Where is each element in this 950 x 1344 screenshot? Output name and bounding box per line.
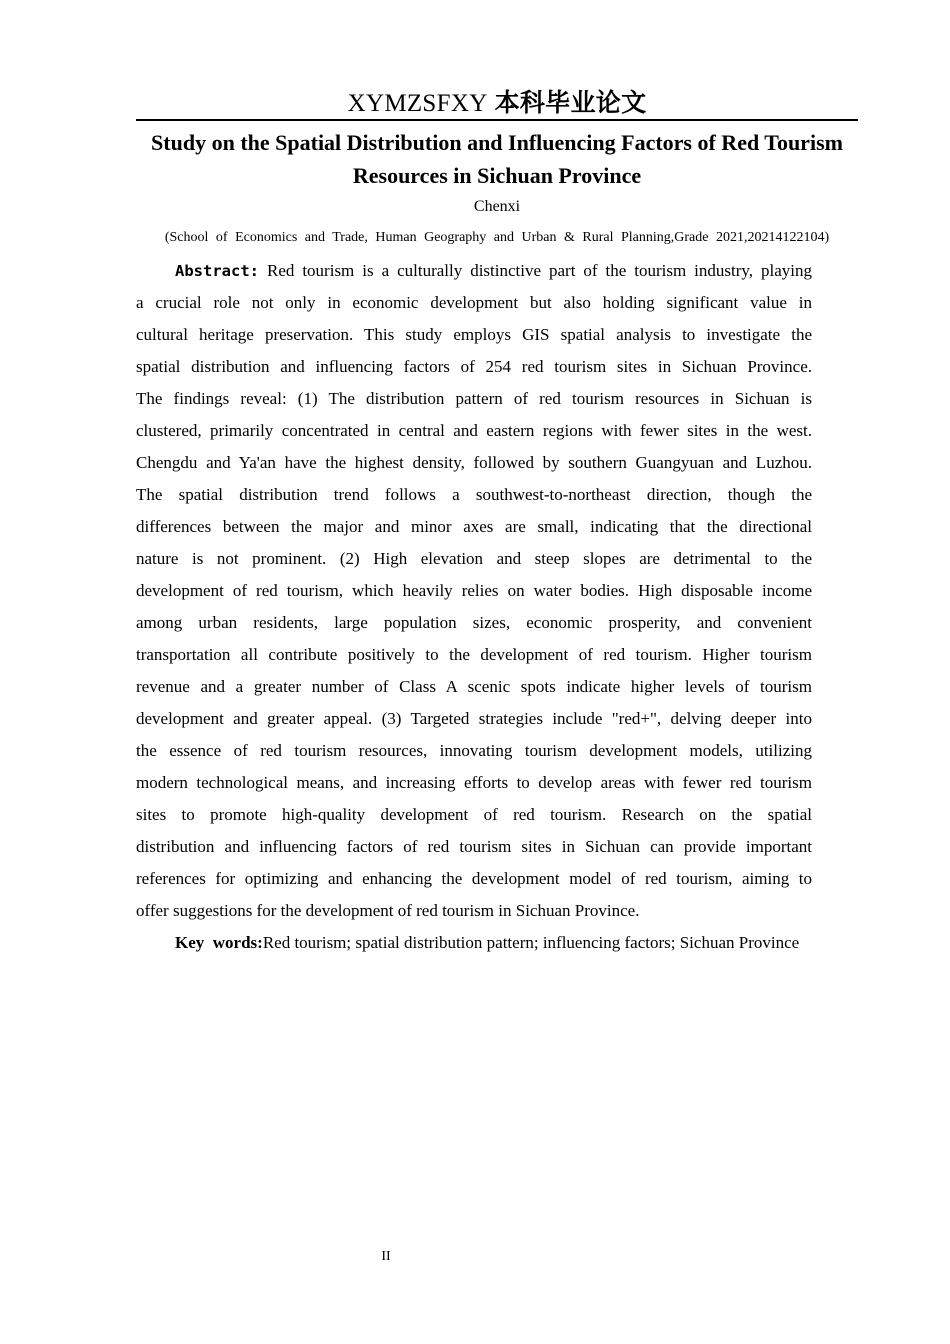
abstract-line: clustered, primarily concentrated in central and eastern regions with fewer sites in the west. — [136, 421, 812, 440]
abstract-line: transportation all contribute positively to the development of red tourism. Higher tourism — [136, 645, 812, 664]
header-rule — [136, 119, 858, 121]
paper-title-line1: Study on the Spatial Distribution and Influencing Factors of Red Tourism — [151, 130, 843, 155]
page-number: II — [381, 1249, 391, 1264]
affiliation-line: (School of Economics and Trade, Human Geography and Urban & Rural Planning,Grade 2021,20214122104) — [164, 230, 830, 245]
keywords-line — [136, 927, 812, 959]
abstract-label: Abstract: — [175, 262, 259, 280]
author-name: Chenxi — [473, 198, 521, 215]
abstract-line: development of red tourism, which heavily relies on water bodies. High disposable income — [136, 581, 812, 600]
abstract-line: cultural heritage preservation. This study employs GIS spatial analysis to investigate the — [136, 325, 812, 344]
abstract-line: distribution and influencing factors of red tourism sites in Sichuan can provide important — [136, 837, 812, 856]
paper-title — [136, 126, 858, 192]
abstract-line-text: Red tourism is a culturally distinctive part of the tourism industry, playing — [266, 261, 813, 280]
abstract-paragraph — [136, 255, 812, 927]
abstract-line: references for optimizing and enhancing the development model of red tourism, aiming to — [136, 869, 812, 888]
abstract-line: Chengdu and Ya'an have the highest density, followed by southern Guangyuan and Luzhou. — [136, 453, 812, 472]
abstract-line: spatial distribution and influencing factors of 254 red tourism sites in Sichuan Province. — [136, 357, 812, 376]
abstract-line: revenue and a greater number of Class A scenic spots indicate higher levels of tourism — [136, 677, 812, 696]
keywords-label: Key words: — [175, 933, 263, 952]
abstract-line: among urban residents, large population sizes, economic prosperity, and convenient — [136, 613, 812, 632]
abstract-line: offer suggestions for the development of red tourism in Sichuan Province. — [136, 901, 640, 920]
abstract-line: a crucial role not only in economic development but also holding significant value in — [136, 293, 812, 312]
paper-title-line2: Resources in Sichuan Province — [352, 163, 642, 188]
running-header — [136, 90, 858, 118]
keywords-text: Red tourism; spatial distribution pattern; influencing factors; Sichuan Province — [262, 933, 800, 952]
abstract-line: The spatial distribution trend follows a southwest-to-northeast direction, though the — [136, 485, 812, 504]
abstract-line: nature is not prominent. (2) High elevation and steep slopes are detrimental to the — [136, 549, 812, 568]
abstract-line: development and greater appeal. (3) Targeted strategies include "red+", delving deeper into — [136, 709, 812, 728]
abstract-line: modern technological means, and increasing efforts to develop areas with fewer red tourism — [136, 773, 812, 792]
abstract-line: The findings reveal: (1) The distribution pattern of red tourism resources in Sichuan is — [136, 389, 812, 408]
abstract-line — [136, 255, 812, 287]
abstract-line: the essence of red tourism resources, innovating tourism development models, utilizing — [136, 741, 812, 760]
running-header-latin: XYMZSFXY — [347, 90, 488, 117]
running-header-cjk: 本科毕业论文 — [494, 90, 647, 117]
abstract-line: differences between the major and minor axes are small, indicating that the directional — [136, 517, 812, 536]
abstract-line: sites to promote high-quality development of red tourism. Research on the spatial — [136, 805, 812, 824]
